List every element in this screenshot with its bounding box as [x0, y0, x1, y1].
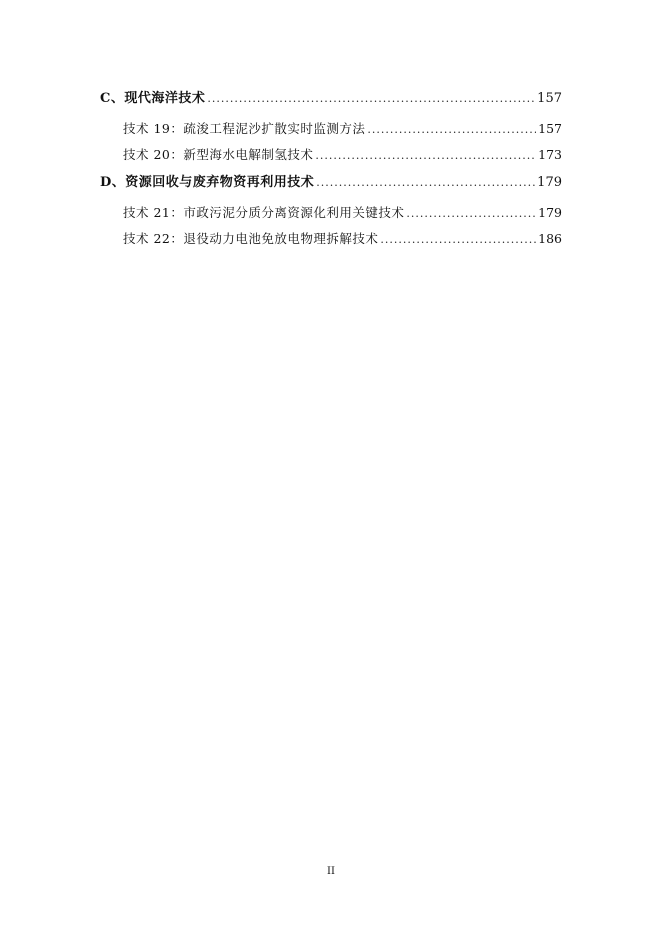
dot-leader	[315, 143, 536, 169]
dot-leader	[207, 86, 535, 112]
dot-leader	[380, 227, 536, 253]
dot-leader	[406, 201, 536, 227]
table-of-contents	[100, 86, 562, 252]
toc-item-title: 技术 20：新型海水电解制氢技术	[123, 147, 314, 162]
toc-page-number: 186	[538, 231, 562, 246]
toc-page-number: 179	[537, 175, 562, 190]
dot-leader	[367, 117, 536, 143]
toc-page-number: 157	[538, 121, 562, 136]
toc-page-number: 173	[538, 147, 562, 162]
toc-item-tech-20[interactable]	[100, 142, 562, 168]
toc-section-d[interactable]	[100, 170, 562, 196]
toc-page-number: 157	[537, 91, 562, 106]
toc-page-number: 179	[538, 205, 562, 220]
toc-item-tech-19[interactable]	[100, 116, 562, 142]
toc-section-c[interactable]	[100, 86, 562, 112]
toc-item-tech-21[interactable]	[100, 200, 562, 226]
toc-item-title: 技术 22：退役动力电池免放电物理拆解技术	[123, 231, 379, 246]
toc-item-title: 技术 19：疏浚工程泥沙扩散实时监测方法	[123, 121, 366, 136]
page-footer-number: II	[327, 866, 335, 877]
toc-section-title: C、现代海洋技术	[100, 91, 206, 106]
toc-item-title: 技术 21：市政污泥分质分离资源化利用关键技术	[123, 205, 405, 220]
dot-leader	[316, 170, 535, 196]
toc-item-tech-22[interactable]	[100, 226, 562, 252]
toc-section-title: D、资源回收与废弃物资再利用技术	[100, 175, 315, 190]
